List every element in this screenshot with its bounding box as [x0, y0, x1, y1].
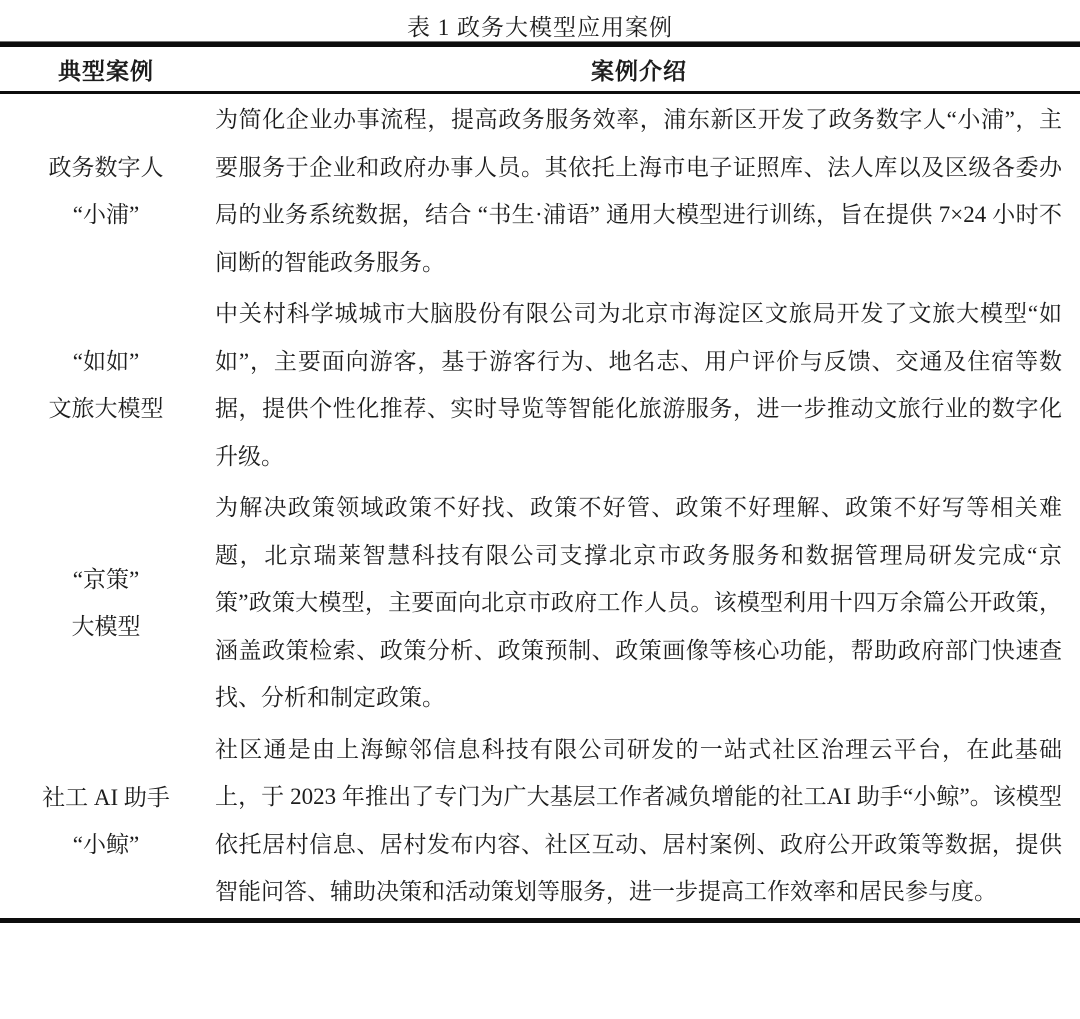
case-name-line: “小浦”: [72, 202, 140, 227]
case-name-line: 文旅大模型: [48, 396, 164, 421]
case-name-line: “京策”: [72, 566, 140, 592]
case-name-cell: [0, 290, 212, 480]
case-name-line: 社工 AI 助手: [42, 784, 170, 810]
case-name-cell: [0, 484, 212, 722]
table-row: [0, 482, 1080, 724]
case-name-line: “如如”: [72, 349, 140, 374]
table-bottom-rule: [0, 918, 1080, 923]
case-description: 为解决政策领域政策不好找、政策不好管、政策不好理解、政策不好写等相关难题，北京瑞莱智慧科技有限公司支撑北京市政务服务和数据管理局研发完成“京策”政策大模型，主要面向北京市政府工作人员。该模型利用十四万余篇公开政策，涵盖政策检索、政策分析、政策预制、政策画像等核心功能，帮助政府部门快速查找、分析和制定政策。: [215, 495, 1062, 710]
table-row: [0, 94, 1080, 288]
case-name-cell: [0, 96, 212, 286]
case-name-line: 政务数字人: [48, 155, 164, 180]
table-header-row: [0, 47, 1080, 91]
case-description: 社区通是由上海鲸邻信息科技有限公司研发的一站式社区治理云平台，在此基础上，于 2023 年推出了专门为广大基层工作者减负增能的社工AI 助手“小鲸”。该模型依托居村信息、居村发布内容、社区互动、居村案例、政府公开政策等数据，提供智能问答、辅助决策和活动策划等服务，进一步提高工作效率和居民参与度。: [215, 736, 1062, 904]
header-case-column: 典型案例: [58, 58, 154, 84]
case-name-cell: [0, 726, 212, 916]
case-name-line: “小鲸”: [72, 831, 140, 857]
table-row: [0, 724, 1080, 918]
case-name-line: 大模型: [71, 613, 141, 639]
case-description: 中关村科学城城市大脑股份有限公司为北京市海淀区文旅局开发了文旅大模型“如如”，主要面向游客，基于游客行为、地名志、用户评价与反馈、交通及住宿等数据，提供个性化推荐、实时导览等智能化旅游服务，进一步推动文旅行业的数字化升级。: [215, 301, 1062, 469]
table-row: [0, 288, 1080, 482]
header-description-column: 案例介绍: [591, 58, 687, 84]
table-title: 表 1 政务大模型应用案例: [407, 15, 673, 40]
case-description: 为简化企业办事流程，提高政务服务效率，浦东新区开发了政务数字人“小浦”，主要服务于企业和政府办事人员。其依托上海市电子证照库、法人库以及区级各委办局的业务系统数据，结合 “书生·浦语” 通用大模型进行训练，旨在提供 7×24 小时不间断的智能政务服务。: [215, 107, 1062, 275]
